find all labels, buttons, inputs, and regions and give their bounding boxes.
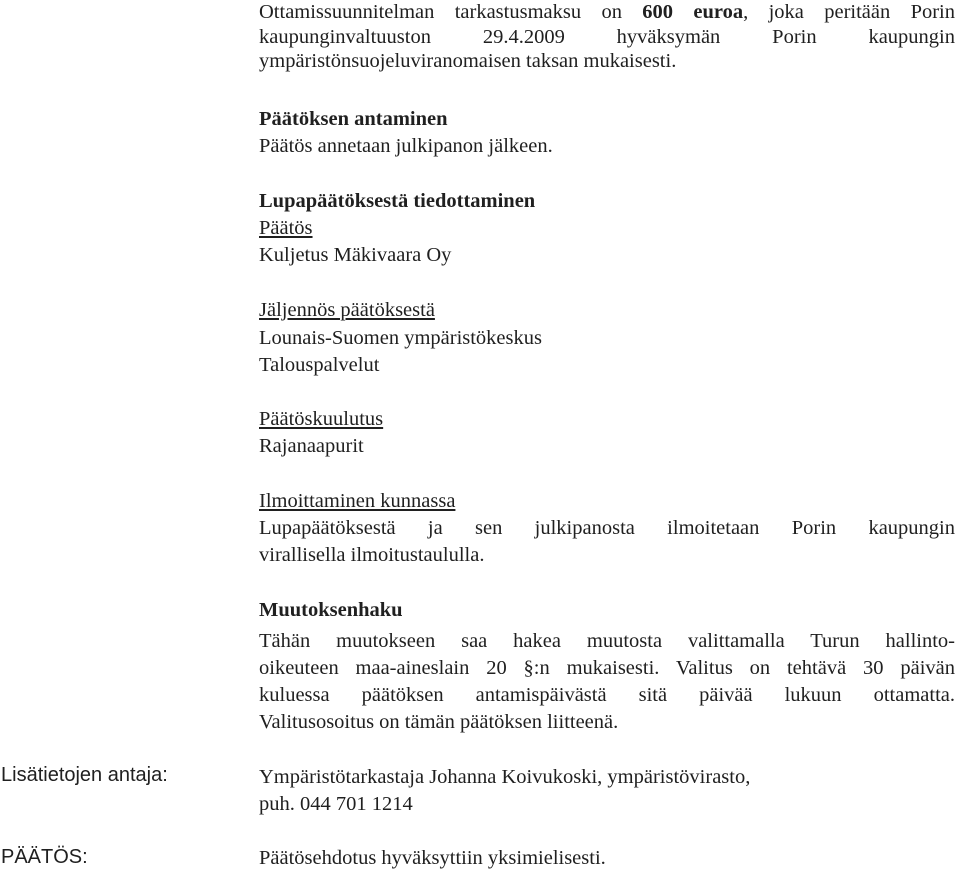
issuing-heading: Päätöksen antaminen xyxy=(259,108,448,130)
fee-line-1-pre: Ottamissuunnitelman tarkastusmaksu on xyxy=(259,1,643,23)
issuing-text: Päätös annetaan julkipanon jälkeen. xyxy=(259,135,553,157)
appeal-heading: Muutoksenhaku xyxy=(259,599,403,621)
announcement-label: Päätöskuulutus xyxy=(259,408,384,430)
decision-text: Päätösehdotus hyväksyttiin yksimielisesti. xyxy=(259,847,606,869)
contact-phone: puh. 044 701 1214 xyxy=(259,793,413,815)
contact-label: Lisätietojen antaja: xyxy=(1,764,168,786)
notification-heading: Lupapäätöksestä tiedottaminen xyxy=(259,190,536,212)
appeal-line: Valitusosoitus on tämän päätöksen liitteenä. xyxy=(259,711,619,733)
decision-label: PÄÄTÖS: xyxy=(1,846,88,868)
copy-recipient: Lounais-Suomen ympäristökeskus xyxy=(259,327,542,349)
appeal-line: oikeuteen maa-aineslain 20 §:n mukaisesti. Valitus on tehtävä 30 päivän xyxy=(259,657,955,679)
municipal-notice-line-1: Lupapäätöksestä ja sen julkipanosta ilmoitetaan Porin kaupungin xyxy=(259,517,955,539)
copy-recipient: Talouspalvelut xyxy=(259,354,380,376)
decision-recipient-label: Päätös xyxy=(259,217,313,239)
decision-recipient: Kuljetus Mäkivaara Oy xyxy=(259,244,452,266)
municipal-notice-line-2: virallisella ilmoitustaululla. xyxy=(259,544,485,566)
copy-recipients-label: Jäljennös päätöksestä xyxy=(259,299,435,321)
appeal-line: Tähän muutokseen saa hakea muutosta valittamalla Turun hallinto- xyxy=(259,630,955,652)
contact-line-1: Ympäristötarkastaja Johanna Koivukoski, ympäristövirasto, xyxy=(259,766,751,788)
appeal-line: kuluessa päätöksen antamispäivästä sitä päivää lukuun ottamatta. xyxy=(259,684,955,706)
municipal-notice-label: Ilmoittaminen kunnassa xyxy=(259,490,456,512)
announcement-recipient: Rajanaapurit xyxy=(259,435,364,457)
fee-line-1-post: , joka peritään Porin xyxy=(743,1,956,23)
fee-line-2: kaupunginvaltuuston 29.4.2009 hyväksymän Porin kaupungin xyxy=(259,26,955,48)
fee-line-1 xyxy=(259,0,955,24)
fee-line-3: ympäristönsuojeluviranomaisen taksan mukaisesti. xyxy=(259,50,677,72)
fee-amount: 600 euroa xyxy=(642,1,744,23)
